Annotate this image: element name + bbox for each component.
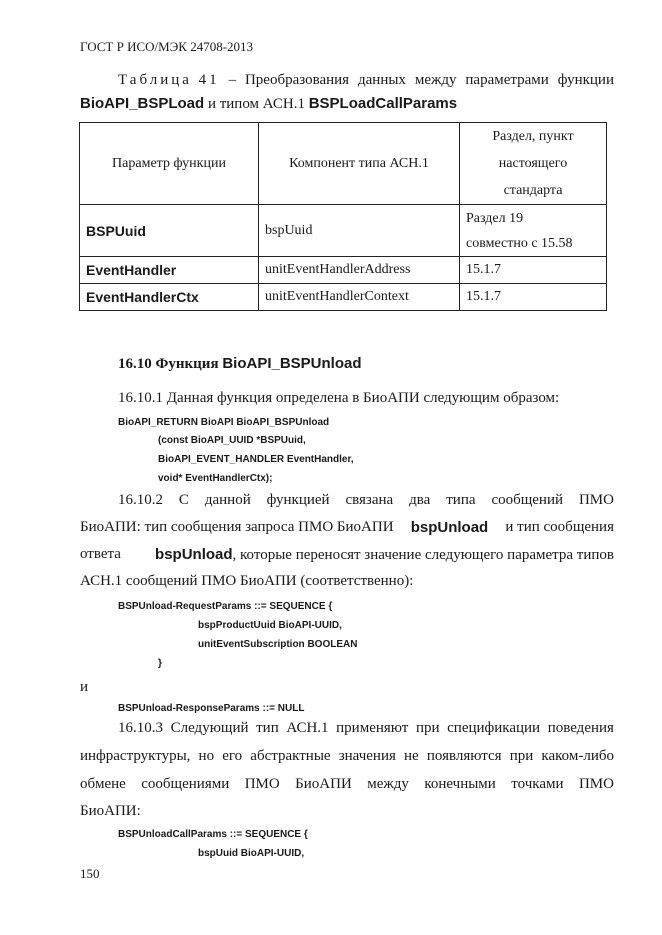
cell-section: 15.1.7 [460, 284, 607, 311]
text-fragment: БиоАПИ: тип сообщения запроса ПМО БиоАПИ [80, 519, 394, 535]
text-word: инфраструктуры, [80, 748, 191, 764]
cell-component: unitEventHandlerContext [259, 284, 460, 311]
text-word: между [367, 776, 409, 792]
conjunction-and: и [80, 679, 89, 695]
table-row [80, 205, 607, 257]
code-line: BSPUnload-ResponseParams ::= NULL [118, 703, 305, 714]
header-section [460, 123, 607, 205]
code-line: BioAPI_RETURN BioAPI BioAPI_BSPUnload [118, 417, 330, 428]
caption-mid: и типом АСН.1 [207, 96, 305, 112]
caption-word: параметрами [465, 72, 549, 88]
cell-section: 15.1.7 [460, 257, 607, 284]
caption-word: Преобразования [244, 72, 350, 88]
text-word: 16.10.2 [118, 492, 163, 508]
text-fragment: ответа [80, 546, 121, 562]
cell-section [460, 205, 607, 257]
paragraph-16-10-3-line3 [80, 776, 614, 793]
text-word: спецификации [447, 720, 541, 736]
text-word: сообщений [491, 492, 564, 508]
table-label: Таблица 41 [118, 72, 220, 88]
code-line: BSPUnloadCallParams ::= SEQUENCE { [118, 829, 308, 840]
inline-code: bspUnload [410, 519, 489, 536]
table-caption-line2 [80, 95, 457, 113]
paragraph-16-10-3-line1 [118, 720, 614, 737]
section-heading [118, 355, 362, 373]
text-word: конечными [424, 776, 496, 792]
table-header-row [80, 123, 607, 205]
text-word: БиоАПИ [295, 776, 352, 792]
caption-function-name: BioAPI_BSPLoad [80, 95, 205, 112]
header-section-line: стандарта [503, 183, 563, 198]
text-word: ПМО [244, 776, 280, 792]
text-word: два [409, 492, 431, 508]
text-word: поведения [547, 720, 614, 736]
text-word: 16.10.3 [118, 720, 163, 736]
header-section-line: Раздел, пункт [492, 129, 574, 144]
paragraph-16-10-2-line3 [80, 546, 614, 564]
inline-code: bspUnload [155, 546, 233, 563]
document-header: ГОСТ Р ИСО/МЭК 24708-2013 [80, 39, 254, 54]
header-section-line: настоящего [498, 156, 568, 171]
text-word: связана [345, 492, 394, 508]
page-number: 150 [80, 866, 100, 881]
text-word: абстрактные [250, 748, 331, 764]
text-word: функцией [266, 492, 330, 508]
cell-component: bspUuid [259, 205, 460, 257]
text-word: Следующий [170, 720, 249, 736]
cell-param: EventHandler [80, 257, 259, 284]
caption-word: между [414, 72, 457, 88]
mapping-table [79, 122, 607, 311]
code-line: bspProductUuid BioAPI-UUID, [198, 620, 342, 631]
table-row [80, 257, 607, 284]
code-line: void* EventHandlerCtx); [158, 473, 273, 484]
paragraph-16-10-3-line2 [80, 748, 614, 765]
text-word: точками [511, 776, 564, 792]
code-line: bspUuid BioAPI-UUID, [198, 848, 305, 859]
table-row [80, 284, 607, 311]
text-word: но [198, 748, 215, 764]
text-word: данной [204, 492, 251, 508]
text-word: при [509, 748, 534, 764]
text-word: тип [256, 720, 279, 736]
text-word: значения [338, 748, 396, 764]
code-line: } [158, 658, 162, 669]
text-word: при [415, 720, 440, 736]
caption-word: данных [358, 72, 406, 88]
code-line: BioAPI_EVENT_HANDLER EventHandler, [158, 454, 354, 465]
paragraph-16-10-2-line1 [118, 492, 614, 509]
text-fragment: , которые переносят значение следующего параметра типов [232, 547, 614, 563]
text-word: каком-либо [541, 748, 614, 764]
cell-param: BSPUuid [80, 205, 259, 257]
paragraph-16-10-2-line2 [80, 519, 614, 536]
text-word: обмене [80, 776, 126, 792]
caption-word: функции [557, 72, 614, 88]
section-function-name: BioAPI_BSPUnload [222, 355, 362, 372]
caption-word: – [228, 72, 237, 88]
text-word: АСН.1 [286, 720, 329, 736]
text-word: его [222, 748, 243, 764]
section-number: 16.10 Функция [118, 356, 219, 372]
text-word: появляются [426, 748, 502, 764]
text-word: применяют [336, 720, 409, 736]
text-fragment: и тип сообщения [505, 519, 614, 535]
header-param: Параметр функции [80, 123, 259, 205]
text-word: типа [446, 492, 476, 508]
code-line: unitEventSubscription BOOLEAN [198, 639, 358, 650]
paragraph-16-10-1: 16.10.1 Данная функция определена в БиоАПИ следующим образом: [118, 390, 560, 406]
text-word: сообщениями [141, 776, 230, 792]
cell-component: unitEventHandlerAddress [259, 257, 460, 284]
paragraph-16-10-3-line4: БиоАПИ: [80, 803, 141, 819]
cell-section-line: совместно с 15.58 [466, 236, 573, 251]
cell-param: EventHandlerCtx [80, 284, 259, 311]
paragraph-16-10-2-line4: АСН.1 сообщений ПМО БиоАПИ (соответственно): [80, 573, 414, 589]
text-word: С [178, 492, 189, 508]
caption-type-name: BSPLoadCallParams [308, 95, 458, 112]
cell-section-line: Раздел 19 [466, 211, 524, 226]
text-word: не [404, 748, 419, 764]
header-component: Компонент типа АСН.1 [259, 123, 460, 205]
text-word: ПМО [578, 492, 614, 508]
table-caption-line1 [118, 72, 614, 89]
code-line: BSPUnload-RequestParams ::= SEQUENCE { [118, 601, 333, 612]
text-word: ПМО [578, 776, 614, 792]
code-line: (const BioAPI_UUID *BSPUuid, [158, 435, 306, 446]
